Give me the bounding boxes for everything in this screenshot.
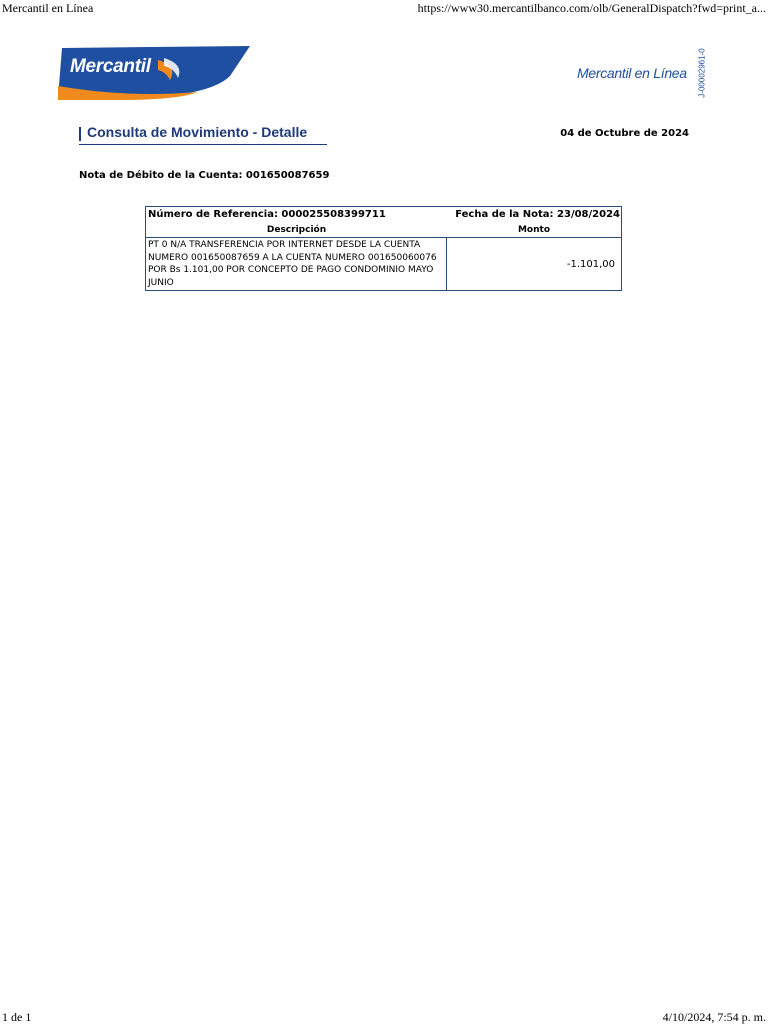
movement-amount: -1.101,00 [566,258,615,270]
column-headers [146,222,621,238]
title-marker [79,127,81,141]
table-header-row [146,207,621,222]
column-amount: Monto [517,224,551,235]
print-timestamp: 4/10/2024, 7:54 p. m. [662,1010,766,1024]
page-count: 1 de 1 [2,1010,32,1024]
logo-text: Mercantil [70,56,151,77]
account-line: Nota de Débito de la Cuenta: 001650087659 [79,170,330,181]
note-date: Fecha de la Nota: 23/08/2024 [455,209,620,220]
mercantil-logo [58,46,250,100]
report-date: 04 de Octubre de 2024 [560,128,689,139]
page-title [79,124,327,145]
print-header-url: https://www30.mercantilbanco.com/olb/GeneralDispatch?fwd=print_a... [417,1,766,15]
movement-detail-table [145,206,622,291]
rif-number: J-00002961-0 [697,48,707,98]
movement-description: PT 0 N/A TRANSFERENCIA POR INTERNET DESDE LA CUENTA NUMERO 001650087659 A LA CUENTA NUMERO 001650060076 POR Bs 1.101,00 POR CONCEPTO DE PAGO CONDOMINIO MAYO JUNIO [146,238,447,290]
reference-number: Número de Referencia: 000025508399711 [148,209,386,220]
table-row [146,238,621,290]
brand-name: Mercantil en Línea [577,65,687,81]
column-description: Descripción [266,224,327,235]
print-header-title: Mercantil en Línea [2,1,94,15]
page-title-text: Consulta de Movimiento - Detalle [87,124,308,140]
